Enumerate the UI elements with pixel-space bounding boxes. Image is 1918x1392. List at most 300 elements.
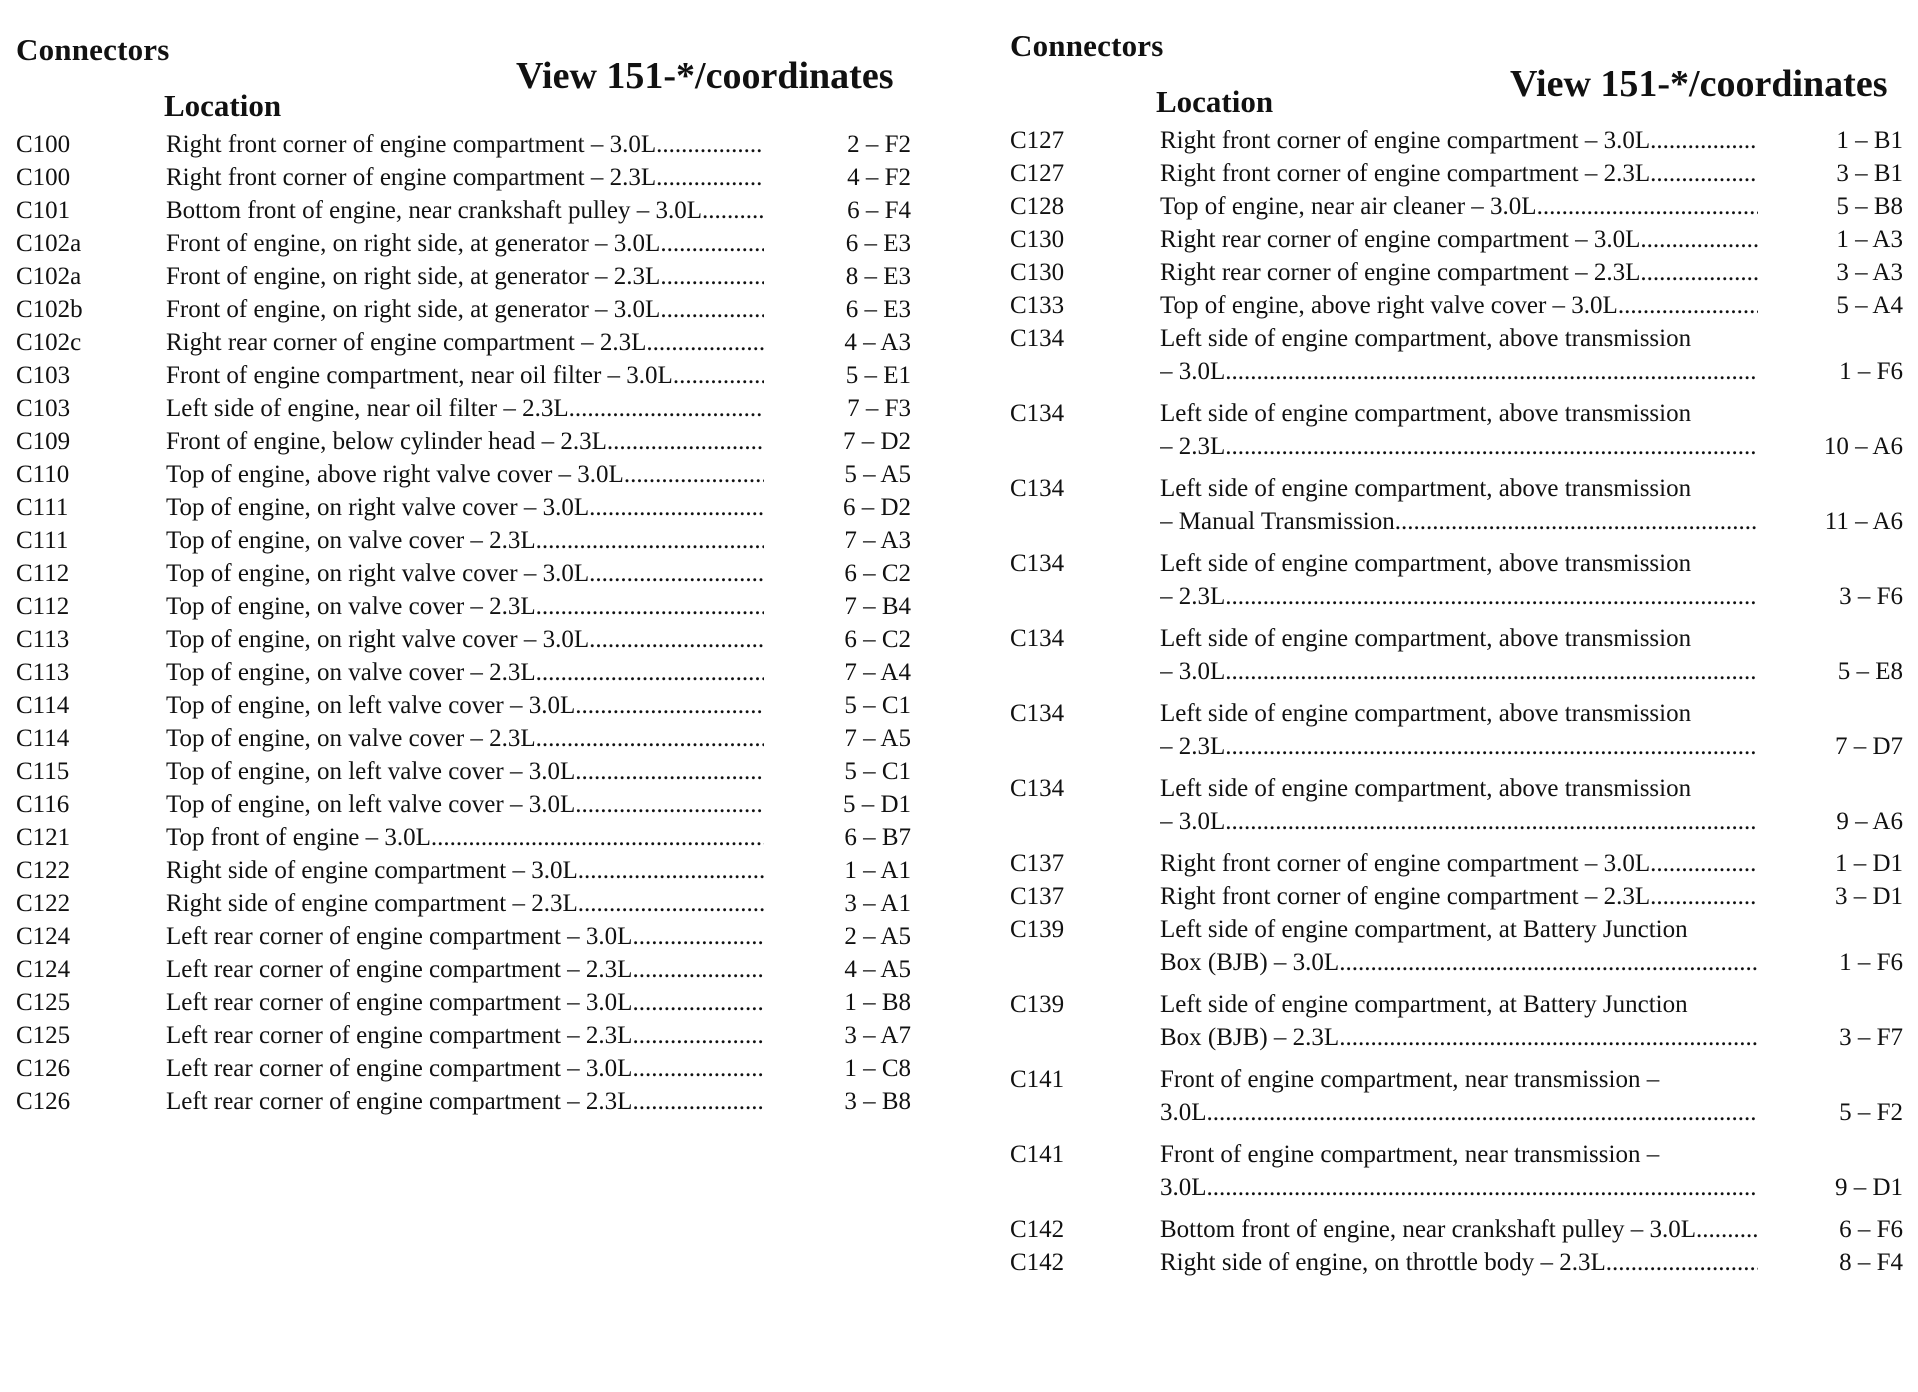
location-cell: [166, 194, 764, 227]
coordinate: 6 – C2: [844, 626, 911, 653]
connector-code: C130: [1010, 226, 1065, 253]
connector-code: C125: [16, 989, 71, 1016]
coordinate: 1 – F6: [1839, 358, 1903, 385]
table-row: [16, 491, 911, 524]
connector-code: C113: [16, 659, 70, 686]
table-row: [16, 128, 911, 161]
location-text: Top of engine, above right valve cover – 3.0L: [1160, 292, 1618, 319]
dot-leader: [1618, 289, 1758, 322]
location-line-2: [1160, 1171, 1758, 1204]
location-line: [166, 458, 764, 491]
location-line: [1160, 505, 1758, 538]
connector-code: C114: [16, 692, 70, 719]
location-line-1: [166, 656, 764, 689]
connector-code: C103: [16, 395, 71, 422]
coordinate: 4 – F2: [847, 164, 911, 191]
location-text: Top of engine, on valve cover – 2.3L: [166, 593, 536, 620]
location-line-1: [166, 491, 764, 524]
dot-leader: [1225, 730, 1758, 763]
dot-leader: [1650, 847, 1758, 880]
coordinate: 1 – D1: [1834, 850, 1903, 877]
location-text: Right side of engine, on throttle body – 2.3L: [1160, 1249, 1606, 1276]
location-cell: [166, 425, 764, 458]
location-line-1: [166, 986, 764, 1019]
location-text: Left side of engine compartment, above transmission: [1160, 550, 1692, 577]
connector-code: C134: [1010, 400, 1065, 427]
connector-code: C127: [1010, 127, 1065, 154]
location-text: Front of engine compartment, near transmission –: [1160, 1066, 1660, 1093]
dot-leader: [1606, 1246, 1758, 1279]
dot-leader: [536, 524, 764, 557]
coordinate: 5 – F2: [1839, 1099, 1903, 1126]
location-text: Left rear corner of engine compartment – 2.3L: [166, 956, 633, 983]
connector-code: C101: [16, 197, 71, 224]
table-row: [16, 656, 911, 689]
table-row: [1010, 157, 1903, 190]
coordinate: 5 – D1: [842, 791, 911, 818]
location-line-2: [1160, 655, 1758, 688]
location-line-1: [166, 689, 764, 722]
location-text: Right rear corner of engine compartment – 2.3L: [1160, 259, 1641, 286]
coordinate: 2 – F2: [847, 131, 911, 158]
location-line-1: [1160, 880, 1758, 913]
dot-leader: [431, 821, 764, 854]
location-line-2: [1160, 805, 1758, 838]
connector-code: C126: [16, 1088, 71, 1115]
coordinate: 6 – D2: [842, 494, 911, 521]
location-cell: [1160, 547, 1758, 613]
coordinate: 3 – B8: [844, 1088, 911, 1115]
connector-code: C112: [16, 593, 70, 620]
location-text: 3.0L: [1160, 1099, 1207, 1126]
connector-code: C141: [1010, 1066, 1065, 1093]
connector-code: C122: [16, 857, 71, 884]
location-line: [1160, 1096, 1758, 1129]
coordinate: 5 – C1: [844, 692, 911, 719]
location-cell: [166, 755, 764, 788]
location-text: – 2.3L: [1160, 433, 1226, 460]
coordinate: 8 – E3: [845, 263, 911, 290]
coordinate: 1 – B1: [1836, 127, 1903, 154]
connector-code: C102a: [16, 230, 82, 257]
location-line-1: [166, 920, 764, 953]
dot-leader: [578, 854, 764, 887]
location-line-2: [1160, 580, 1758, 613]
connector-code: C116: [16, 791, 70, 818]
coordinate: 3 – F6: [1839, 583, 1903, 610]
location-line-1: [166, 359, 764, 392]
location-line: [1160, 946, 1758, 979]
location-line-1: [166, 557, 764, 590]
coordinate: 9 – A6: [1836, 808, 1903, 835]
dot-leader: [632, 986, 764, 1019]
location-line: [1160, 1246, 1758, 1279]
location-line: [166, 623, 764, 656]
table-row: [16, 392, 911, 425]
connector-code: C114: [16, 725, 70, 752]
dot-leader: [589, 557, 764, 590]
location-line: [1160, 256, 1758, 289]
location-text: Bottom front of engine, near crankshaft pulley – 3.0L: [1160, 1216, 1696, 1243]
location-cell: [166, 1085, 764, 1118]
connector-list: [1010, 124, 1903, 1279]
coordinate: 7 – A3: [844, 527, 911, 554]
coordinate: 10 – A6: [1823, 433, 1903, 460]
location-text: – 2.3L: [1160, 583, 1226, 610]
dot-leader: [1225, 655, 1758, 688]
location-line-1: [166, 161, 764, 194]
location-text: Left rear corner of engine compartment – 3.0L: [166, 989, 633, 1016]
location-line: [1160, 190, 1758, 223]
table-row: [1010, 1246, 1903, 1279]
location-line-1: [166, 1052, 764, 1085]
connector-code: C124: [16, 956, 71, 983]
dot-leader: [1339, 1021, 1758, 1054]
table-row: [16, 359, 911, 392]
location-cell: [166, 392, 764, 425]
location-line-1: [166, 755, 764, 788]
connector-code: C134: [1010, 550, 1065, 577]
location-line-1: [1160, 190, 1758, 223]
location-line-1: [166, 260, 764, 293]
connector-code: C137: [1010, 883, 1065, 910]
coordinate: 9 – D1: [1834, 1174, 1903, 1201]
location-line-2: [1160, 430, 1758, 463]
dot-leader: [578, 887, 764, 920]
location-cell: [1160, 157, 1758, 190]
table-row: [16, 293, 911, 326]
table-row: [1010, 913, 1903, 979]
location-text: Left side of engine compartment, above transmission: [1160, 475, 1692, 502]
dot-leader: [660, 260, 764, 293]
location-line-1: [1160, 124, 1758, 157]
location-cell: [1160, 397, 1758, 463]
location-cell: [1160, 256, 1758, 289]
location-cell: [166, 161, 764, 194]
location-text: Right front corner of engine compartment – 2.3L: [1160, 883, 1651, 910]
location-text: Right front corner of engine compartment – 3.0L: [1160, 127, 1651, 154]
connector-code: C103: [16, 362, 71, 389]
location-text: Left side of engine compartment, above transmission: [1160, 775, 1692, 802]
coordinate: 7 – B4: [844, 593, 911, 620]
location-text: Right rear corner of engine compartment – 3.0L: [1160, 226, 1641, 253]
table-row: [16, 788, 911, 821]
view-coordinates-header: View 151-*/coordinates: [1510, 63, 1888, 105]
dot-leader: [660, 293, 764, 326]
location-line: [1160, 1171, 1758, 1204]
location-line-1: [166, 128, 764, 161]
location-cell: [166, 689, 764, 722]
location-line-1: [166, 326, 764, 359]
dot-leader: [1650, 157, 1758, 190]
location-cell: [1160, 190, 1758, 223]
location-line: [166, 1019, 764, 1052]
coordinate: 5 – E1: [845, 362, 911, 389]
location-line-1: [166, 821, 764, 854]
location-cell: [1160, 913, 1758, 979]
location-line: [1160, 1213, 1758, 1246]
connector-code: C122: [16, 890, 71, 917]
location-line-1: [1160, 1213, 1758, 1246]
dot-leader: [575, 755, 764, 788]
location-text: 3.0L: [1160, 1174, 1207, 1201]
location-line-1: [166, 623, 764, 656]
table-row: [16, 227, 911, 260]
location-line: [1160, 805, 1758, 838]
location-cell: [166, 326, 764, 359]
location-line-1: [166, 722, 764, 755]
dot-leader: [589, 623, 764, 656]
location-cell: [166, 557, 764, 590]
location-text: Right side of engine compartment – 3.0L: [166, 857, 578, 884]
dot-leader: [632, 1085, 764, 1118]
table-row: [16, 260, 911, 293]
location-cell: [166, 590, 764, 623]
coordinate: 7 – D7: [1834, 733, 1903, 760]
location-cell: [166, 128, 764, 161]
dot-leader: [1395, 505, 1758, 538]
dot-leader: [536, 590, 764, 623]
connector-code: C127: [1010, 160, 1065, 187]
location-line-1: [166, 227, 764, 260]
connector-code: C111: [16, 527, 69, 554]
location-cell: [166, 623, 764, 656]
location-cell: [166, 1019, 764, 1052]
location-text: Left side of engine compartment, at Battery Junction: [1160, 916, 1688, 943]
location-line: [166, 590, 764, 623]
table-row: [16, 161, 911, 194]
table-row: [1010, 1213, 1903, 1246]
coordinate: 1 – C8: [844, 1055, 911, 1082]
location-line: [166, 755, 764, 788]
location-line: [166, 359, 764, 392]
dot-leader: [1650, 124, 1758, 157]
table-row: [16, 953, 911, 986]
connector-code: C134: [1010, 775, 1065, 802]
location-text: Right rear corner of engine compartment – 2.3L: [166, 329, 647, 356]
location-line-1: [166, 1019, 764, 1052]
dot-leader: [1207, 1171, 1758, 1204]
coordinate: 5 – A5: [844, 461, 911, 488]
location-line-1: [166, 293, 764, 326]
dot-leader: [624, 458, 764, 491]
location-cell: [166, 260, 764, 293]
coordinate: 7 – D2: [842, 428, 911, 455]
location-header: Location: [164, 88, 282, 123]
table-row: [16, 755, 911, 788]
location-line: [166, 227, 764, 260]
dot-leader: [632, 920, 764, 953]
dot-leader: [589, 491, 764, 524]
location-cell: [166, 491, 764, 524]
location-text: Front of engine, on right side, at generator – 3.0L: [166, 230, 661, 257]
location-text: Box (BJB) – 3.0L: [1160, 949, 1340, 976]
location-line: [166, 1052, 764, 1085]
location-line-1: [166, 392, 764, 425]
location-text: Left side of engine, near oil filter – 2.3L: [166, 395, 569, 422]
location-line: [1160, 655, 1758, 688]
location-line: [1160, 580, 1758, 613]
location-cell: [1160, 124, 1758, 157]
location-line: [166, 392, 764, 425]
location-line: [1160, 289, 1758, 322]
coordinate: 1 – A1: [844, 857, 911, 884]
location-header: Location: [1156, 84, 1274, 119]
location-line: [166, 1085, 764, 1118]
location-cell: [1160, 697, 1758, 763]
location-line: [1160, 355, 1758, 388]
coordinate: 3 – F7: [1839, 1024, 1903, 1051]
location-cell: [1160, 772, 1758, 838]
coordinate: 1 – F6: [1839, 949, 1903, 976]
location-text: Top of engine, on valve cover – 2.3L: [166, 527, 536, 554]
location-line: [166, 326, 764, 359]
location-line-1: [166, 887, 764, 920]
table-row: [16, 1085, 911, 1118]
table-row: [16, 557, 911, 590]
location-text: Right front corner of engine compartment – 3.0L: [166, 131, 657, 158]
location-text: Left side of engine compartment, above transmission: [1160, 400, 1692, 427]
location-line-1: [166, 953, 764, 986]
location-text: Front of engine, on right side, at generator – 2.3L: [166, 263, 661, 290]
location-text: Right front corner of engine compartment – 3.0L: [1160, 850, 1651, 877]
location-text: Right side of engine compartment – 2.3L: [166, 890, 578, 917]
location-line: [1160, 880, 1758, 913]
location-text: Front of engine, on right side, at generator – 3.0L: [166, 296, 661, 323]
location-line-2: [1160, 946, 1758, 979]
coordinate: 4 – A5: [844, 956, 911, 983]
connector-code: C102b: [16, 296, 83, 323]
connector-code: C139: [1010, 916, 1065, 943]
dot-leader: [1207, 1096, 1758, 1129]
location-text: – 3.0L: [1160, 358, 1226, 385]
location-cell: [166, 986, 764, 1019]
connector-code: C126: [16, 1055, 71, 1082]
connector-code: C102c: [16, 329, 82, 356]
view-coordinates-header: View 151-*/coordinates: [516, 55, 894, 97]
location-cell: [1160, 289, 1758, 322]
location-text: Top of engine, near air cleaner – 3.0L: [1160, 193, 1537, 220]
table-row: [1010, 397, 1903, 463]
location-line-1: [1160, 256, 1758, 289]
location-line: [166, 689, 764, 722]
location-line: [166, 887, 764, 920]
location-cell: [166, 1052, 764, 1085]
coordinate: 6 – F4: [847, 197, 911, 224]
table-row: [16, 1019, 911, 1052]
coordinate: 8 – F4: [1839, 1249, 1903, 1276]
table-row: [1010, 988, 1903, 1054]
table-row: [1010, 847, 1903, 880]
dot-leader: [1225, 580, 1758, 613]
dot-leader: [702, 194, 764, 227]
location-cell: [1160, 1213, 1758, 1246]
location-text: Right front corner of engine compartment – 2.3L: [166, 164, 657, 191]
location-text: Left side of engine compartment, at Battery Junction: [1160, 991, 1688, 1018]
location-line-2: [1160, 355, 1758, 388]
location-line: [1160, 430, 1758, 463]
location-line: [166, 260, 764, 293]
location-text: Top of engine, on valve cover – 2.3L: [166, 725, 536, 752]
location-cell: [166, 227, 764, 260]
location-line-2: [1160, 1096, 1758, 1129]
location-line: [166, 986, 764, 1019]
table-row: [1010, 289, 1903, 322]
coordinate: 6 – E3: [845, 230, 911, 257]
location-line: [166, 854, 764, 887]
location-cell: [166, 887, 764, 920]
table-row: [16, 722, 911, 755]
connector-code: C100: [16, 164, 71, 191]
table-row: [1010, 1063, 1903, 1129]
dot-leader: [1640, 223, 1758, 256]
table-row: [1010, 124, 1903, 157]
location-text: Top of engine, on left valve cover – 3.0L: [166, 758, 576, 785]
table-row: [1010, 772, 1903, 838]
table-row: [1010, 472, 1903, 538]
location-cell: [1160, 1246, 1758, 1279]
location-line: [1160, 730, 1758, 763]
connector-code: C134: [1010, 325, 1065, 352]
location-line: [166, 491, 764, 524]
location-line-1: [166, 524, 764, 557]
location-line: [166, 557, 764, 590]
dot-leader: [1225, 805, 1758, 838]
location-cell: [1160, 847, 1758, 880]
location-line-1: [166, 854, 764, 887]
coordinate: 7 – A5: [844, 725, 911, 752]
coordinate: 6 – B7: [844, 824, 911, 851]
location-text: Box (BJB) – 2.3L: [1160, 1024, 1340, 1051]
location-cell: [166, 458, 764, 491]
location-cell: [1160, 472, 1758, 538]
connector-code: C133: [1010, 292, 1065, 319]
table-row: [1010, 223, 1903, 256]
location-text: Top of engine, on right valve cover – 3.0L: [166, 626, 590, 653]
location-text: Front of engine compartment, near transmission –: [1160, 1141, 1660, 1168]
table-row: [16, 326, 911, 359]
location-line-1: [1160, 289, 1758, 322]
location-line-1: [166, 788, 764, 821]
table-row: [16, 623, 911, 656]
location-line: [1160, 1021, 1758, 1054]
table-row: [1010, 622, 1903, 688]
connector-code: C113: [16, 626, 70, 653]
location-text: Top of engine, on valve cover – 2.3L: [166, 659, 536, 686]
connector-code: C134: [1010, 475, 1065, 502]
coordinate: 5 – A4: [1836, 292, 1903, 319]
dot-leader: [1225, 355, 1758, 388]
dot-leader: [569, 392, 764, 425]
connector-code: C109: [16, 428, 71, 455]
location-text: Top front of engine – 3.0L: [166, 824, 431, 851]
table-row: [1010, 190, 1903, 223]
location-line-2: [1160, 1021, 1758, 1054]
connector-code: C139: [1010, 991, 1065, 1018]
dot-leader: [1225, 430, 1758, 463]
dot-leader: [660, 227, 764, 260]
location-text: Top of engine, on right valve cover – 3.0L: [166, 494, 590, 521]
connector-code: C111: [16, 494, 69, 521]
dot-leader: [536, 656, 764, 689]
dot-leader: [607, 425, 764, 458]
location-cell: [166, 656, 764, 689]
table-row: [1010, 697, 1903, 763]
connector-code: C102a: [16, 263, 82, 290]
connectors-title: Connectors: [1010, 28, 1164, 63]
table-row: [16, 854, 911, 887]
table-row: [16, 920, 911, 953]
